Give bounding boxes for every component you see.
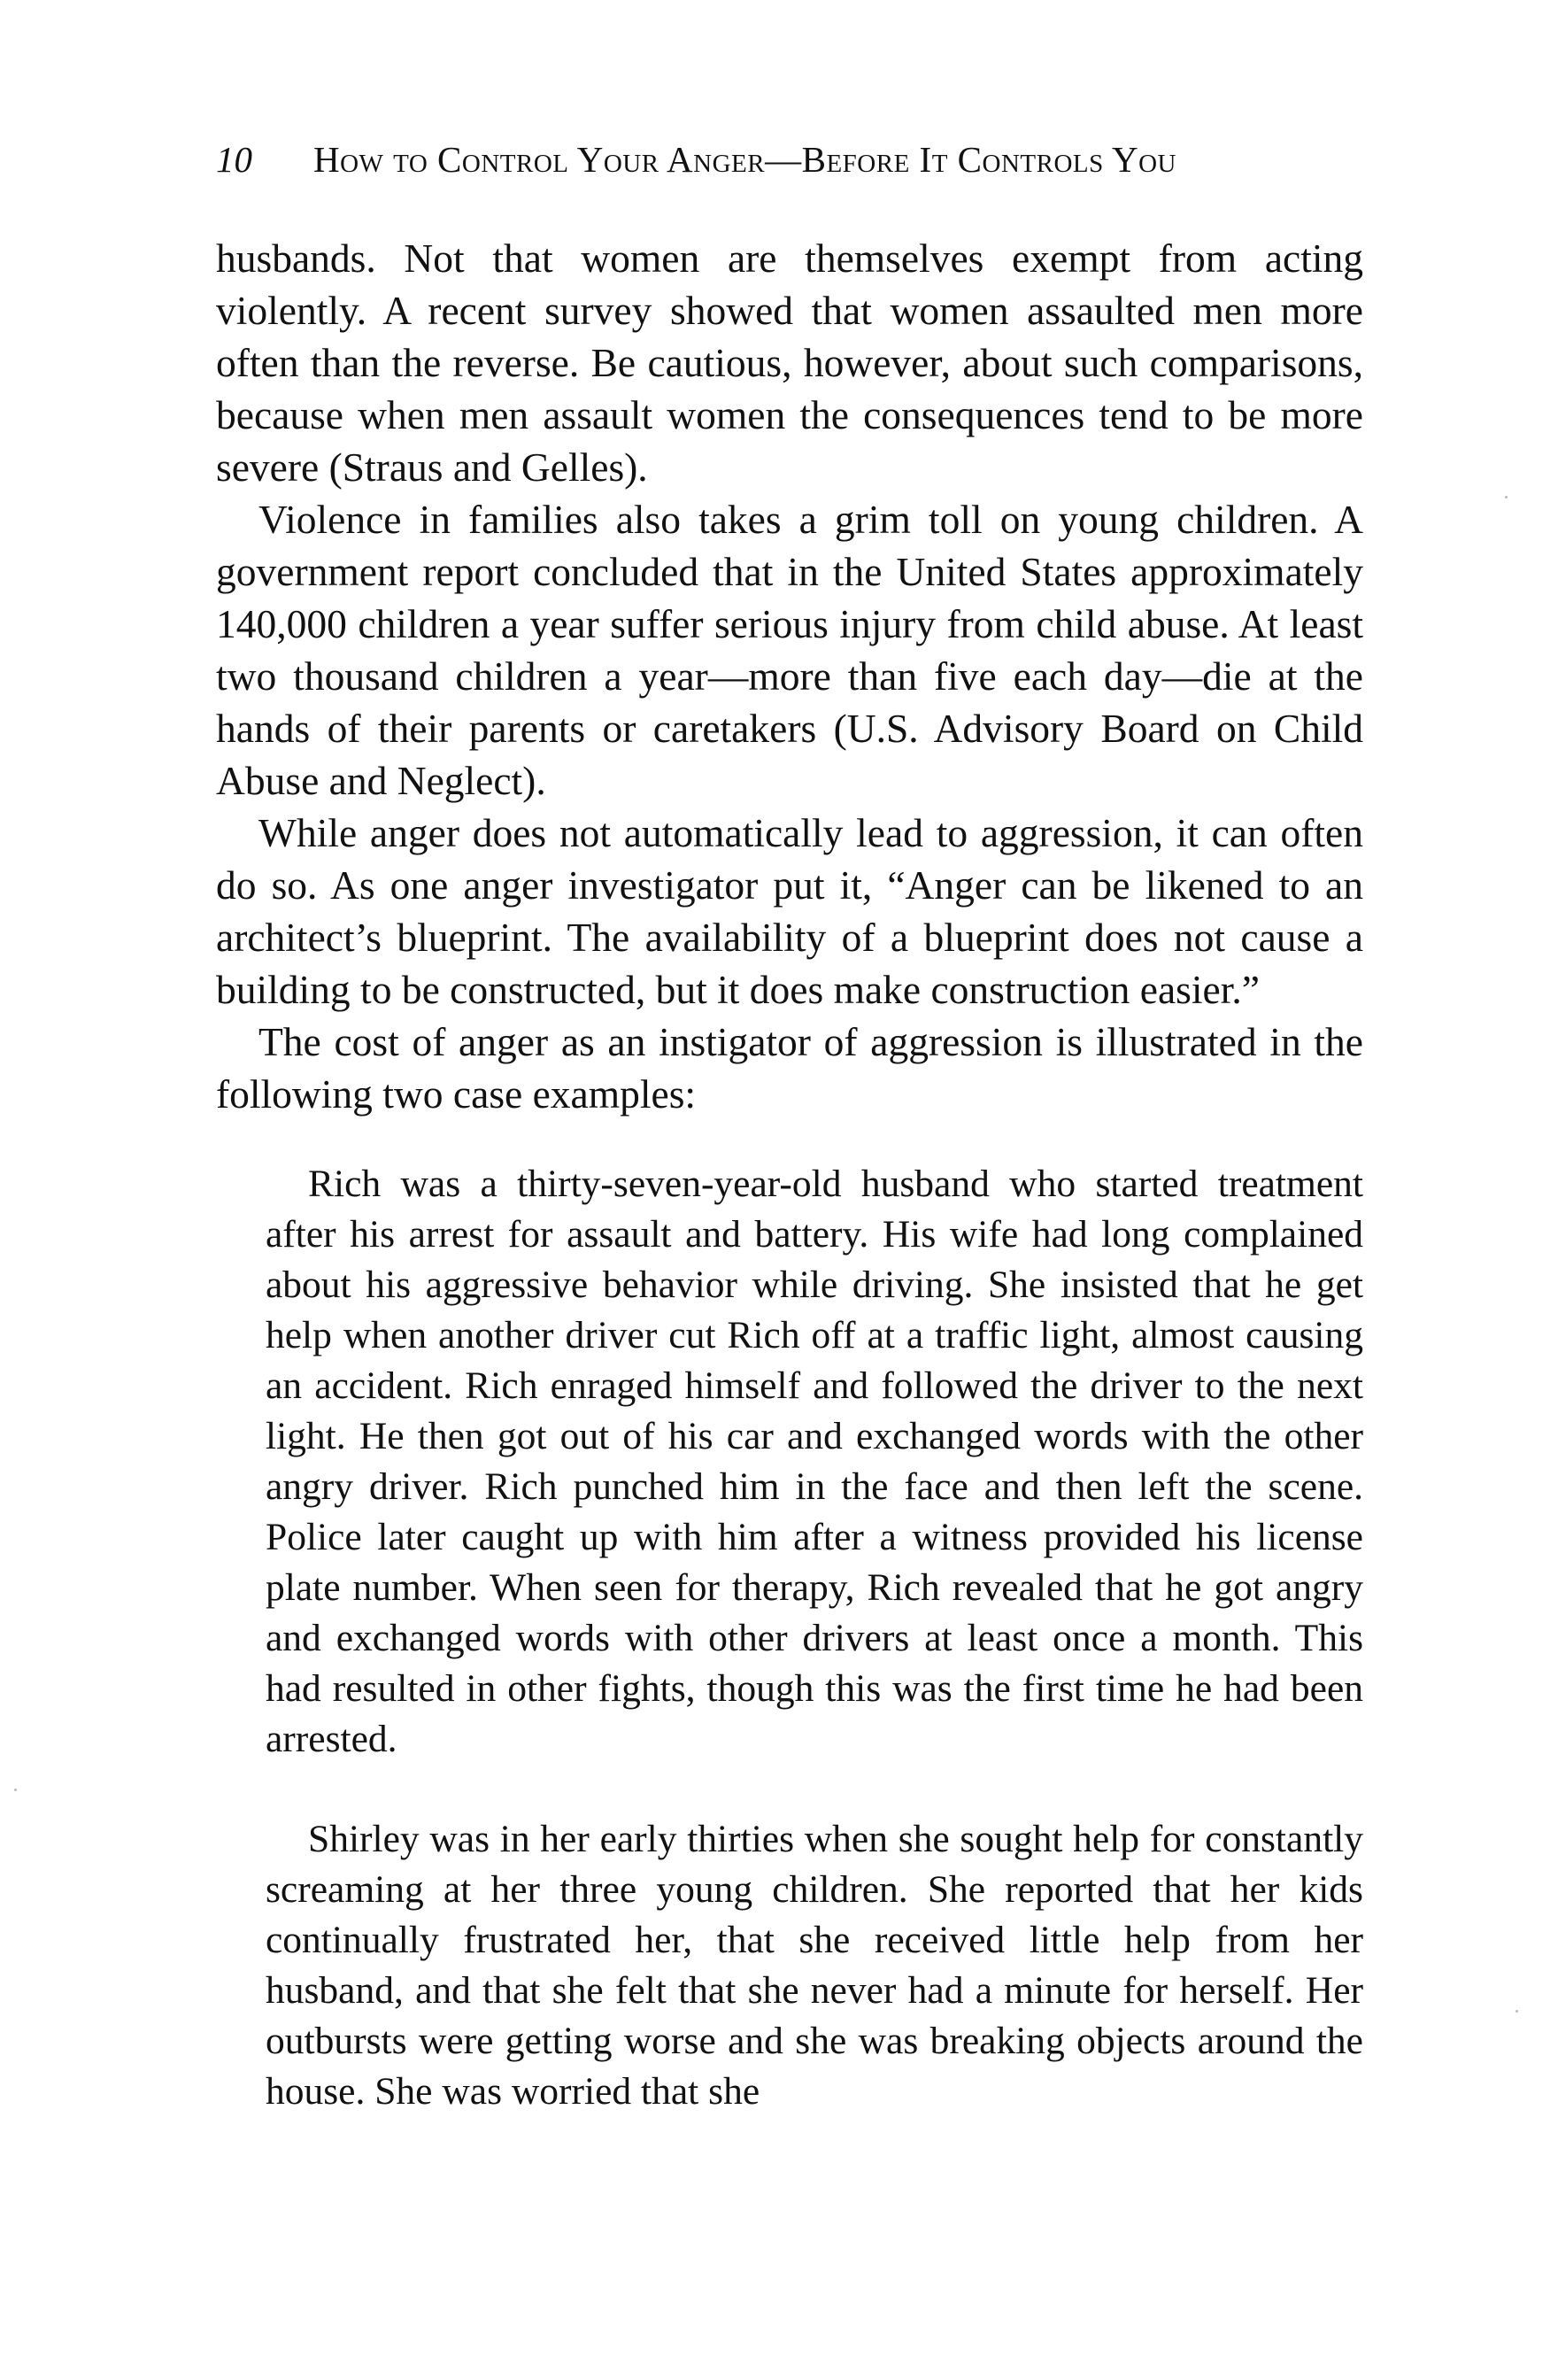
- case-example-rich: Rich was a thirty-seven-year-old husband who started treatment after his arrest for assault and battery. His wife had long complained about his aggressive behavior while driving. She insisted that he get help when another driver cut Rich off at a traffic light, almost causing an accident. Rich enraged himself and followed the driver to the next light. He then got out of his car and exchanged words with the other angry driver. Rich punched him in the face and then left the scene. Police later caught up with him after a witness provided his license plate number. When seen for therapy, Rich revealed that he got angry and exchanged words with other drivers at least once a month. This had resulted in other fights, though this was the first time he had been arrested.: [266, 1163, 1363, 1760]
- body-text: [216, 232, 1363, 2117]
- case-example-shirley: Shirley was in her early thirties when she sought help for constantly screaming at her three young children. She reported that her kids continually frustrated her, that she received little help from her husband, and that she felt that she never had a minute for herself. Her outbursts were getting worse and she was breaking objects around the house. She was worried that she: [266, 1818, 1363, 2113]
- paragraph-anger-aggression: While anger does not automatically lead to aggression, it can often do so. As one anger investigator put it, “Anger can be likened to an architect’s blueprint. The availability of a blueprint does not cause a building to be constructed, but it does make construction easier.”: [216, 810, 1363, 1012]
- running-title: How to Control Your Anger—Before It Controls You: [313, 139, 1176, 180]
- scan-speck: [14, 1789, 17, 1791]
- page-number: 10: [216, 139, 252, 180]
- paragraph-case-intro: The cost of anger as an instigator of aggression is illustrated in the following two case examples:: [216, 1019, 1363, 1117]
- case-examples: [266, 1159, 1363, 2117]
- running-head: [216, 133, 1367, 186]
- paragraph-continuation: husbands. Not that women are themselves exempt from acting violently. A recent survey showed that women assaulted men more often than the reverse. Be cautious, however, about such comparisons, because when men assault women the consequences tend to be more severe (Straus and Gelles).: [216, 236, 1363, 490]
- scan-speck: [1516, 2010, 1518, 2013]
- scan-speck: [1505, 496, 1508, 498]
- paragraph-child-violence: Violence in families also takes a grim toll on young children. A government report concluded that in the United States approximately 140,000 children a year suffer serious injury from child abuse. At least two thousand children a year—more than five each day—die at the hands of their parents or caretakers (U.S. Advisory Board on Child Abuse and Neglect).: [216, 497, 1363, 803]
